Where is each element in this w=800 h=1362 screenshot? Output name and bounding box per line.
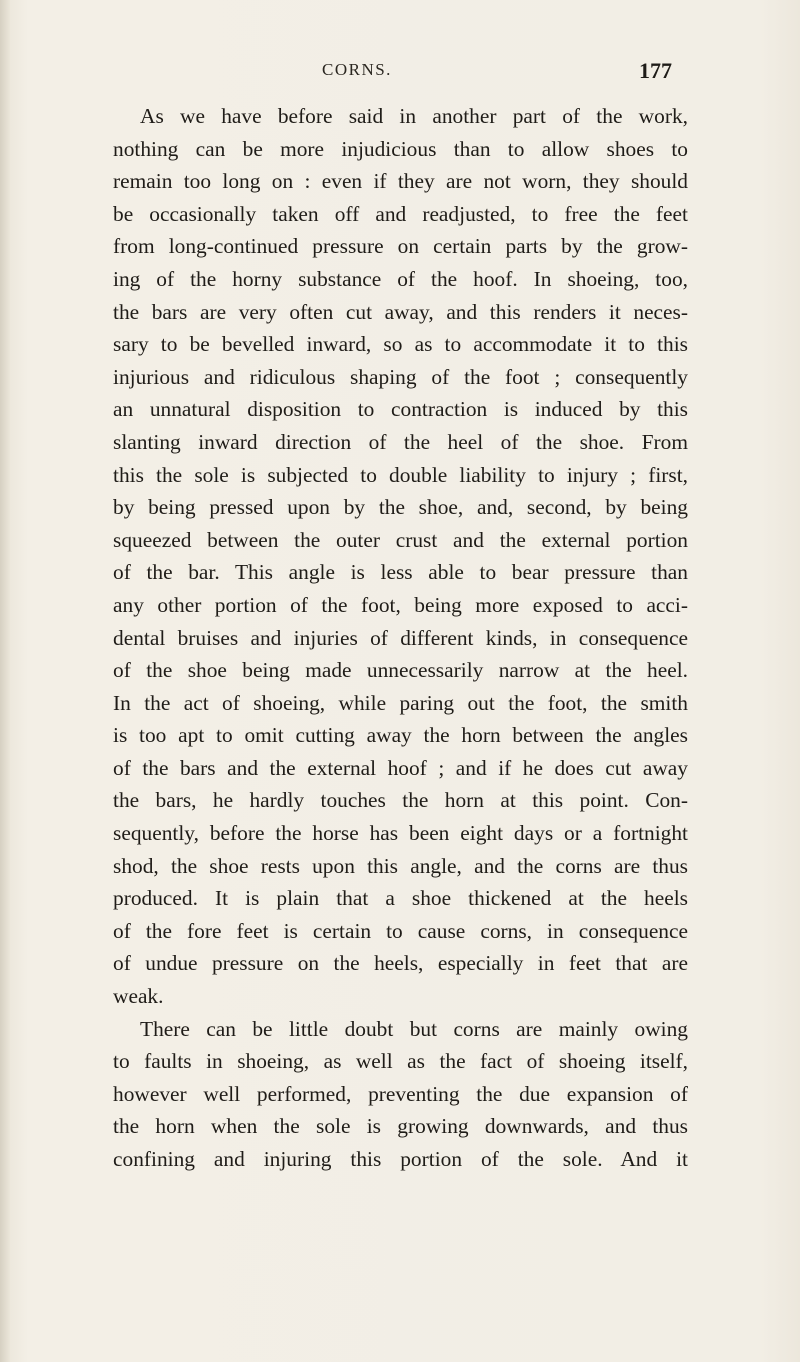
text-line: remain too long on : even if they are not worn, they should [113,169,688,194]
text-line: is too apt to omit cutting away the horn between the angles [113,723,688,748]
text-line: this the sole is subjected to double liability to injury ; first, [113,462,688,487]
text-line: As we have before said in another part of the work, [140,104,688,128]
text-line: from long-continued pressure on certain parts by the grow- [113,234,688,259]
text-line: ing of the horny substance of the hoof. In shoeing, too, [113,266,688,291]
text-line: of the bar. This angle is less able to bear pressure than [113,560,688,585]
page-gutter-edge [0,0,10,1362]
running-title: CORNS. [322,60,392,79]
paragraph [113,1013,688,1176]
page-number: 177 [639,58,672,83]
text-line: the horn when the sole is growing downwards, and thus [113,1114,688,1139]
text-line: slanting inward direction of the heel of the shoe. From [113,429,688,454]
text-line: sequently, before the horse has been eight days or a fortnight [113,821,688,846]
text-line: There can be little doubt but corns are mainly owing [140,1016,688,1041]
paragraph [113,100,688,1013]
body-text [113,100,688,1176]
text-line: to faults in shoeing, as well as the fact of shoeing itself, [113,1049,688,1074]
text-line: of the bars and the external hoof ; and if he does cut away [113,755,688,780]
text-line: dental bruises and injuries of different kinds, in consequence [113,625,688,650]
text-line: produced. It is plain that a shoe thickened at the heels [113,886,688,911]
text-line: of the fore feet is certain to cause corns, in consequence [113,918,688,943]
text-line: an unnatural disposition to contraction is induced by this [113,397,688,422]
text-line: the bars are very often cut away, and this renders it neces- [113,299,688,324]
running-head [112,58,672,88]
text-line: by being pressed upon by the shoe, and, second, by being [113,495,688,520]
text-line: injurious and ridiculous shaping of the foot ; consequently [113,364,688,389]
text-line: sary to be bevelled inward, so as to accommodate it to this [113,332,688,357]
text-line: however well performed, preventing the due expansion of [113,1081,688,1106]
text-line: squeezed between the outer crust and the external portion [113,527,688,552]
text-line: any other portion of the foot, being more exposed to acci- [113,592,688,617]
text-line: confining and injuring this portion of the sole. And it [113,1147,688,1171]
text-line: the bars, he hardly touches the horn at this point. Con- [113,788,688,813]
text-line: of the shoe being made unnecessarily narrow at the heel. [113,658,688,683]
text-line: weak. [113,984,164,1009]
text-line: nothing can be more injudicious than to allow shoes to [113,136,688,161]
text-line: shod, the shoe rests upon this angle, and the corns are thus [113,853,688,878]
text-line: of undue pressure on the heels, especially in feet that are [113,951,688,976]
text-line: In the act of shoeing, while paring out the foot, the smith [113,690,688,715]
text-line: be occasionally taken off and readjusted, to free the feet [113,201,688,226]
